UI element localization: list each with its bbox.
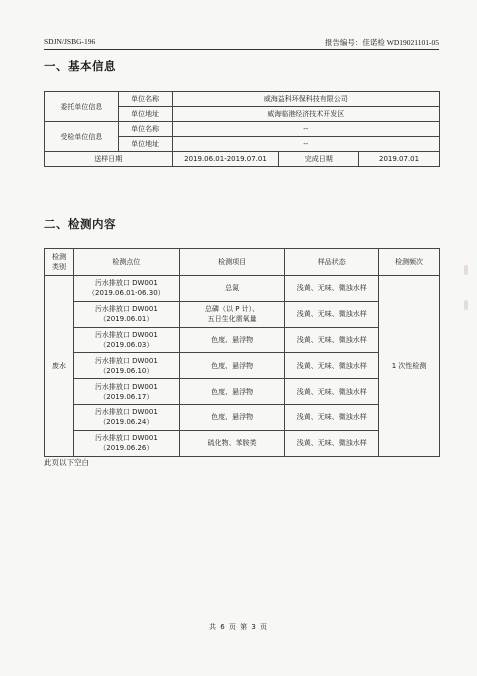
client-addr: 威海临港经济技术开发区: [172, 107, 439, 122]
point-cell: 污水排放口 DW001 （2019.06.01-06.30）: [73, 276, 179, 302]
point-cell: 污水排放口 DW001 （2019.06.10）: [73, 353, 179, 379]
item-cell: 总氮: [179, 276, 285, 302]
inspected-name-label: 单位名称: [118, 122, 172, 137]
item-cell: 硫化物、苯胺类: [179, 430, 285, 456]
state-cell: 浅黄、无味、微浊水样: [285, 404, 379, 430]
item-cell: 色度、悬浮物: [179, 379, 285, 405]
client-info-label: 委托单位信息: [45, 92, 119, 122]
state-cell: 浅黄、无味、微浊水样: [285, 301, 379, 327]
point-cell: 污水排放口 DW001 （2019.06.17）: [73, 379, 179, 405]
item-cell: 总磷（以 P 计）、 五日生化需氧量: [179, 301, 285, 327]
category-cell: 废水: [45, 276, 74, 457]
state-cell: 浅黄、无味、微浊水样: [285, 327, 379, 353]
header-item: 检测项目: [179, 249, 285, 276]
item-cell: 色度、悬浮物: [179, 327, 285, 353]
client-addr-label: 单位地址: [118, 107, 172, 122]
table-row: [45, 276, 440, 302]
inspected-addr: --: [172, 137, 439, 152]
send-date: 2019.06.01-2019.07.01: [172, 152, 279, 167]
client-name-label: 单位名称: [118, 92, 172, 107]
send-date-label: 送样日期: [45, 152, 173, 167]
page-header: [44, 37, 439, 50]
frequency-cell: 1 次性检测: [379, 276, 440, 457]
header-category: 检测 类别: [45, 249, 74, 276]
detection-table: [44, 248, 440, 457]
point-cell: 污水排放口 DW001 （2019.06.24）: [73, 404, 179, 430]
state-cell: 浅黄、无味、微浊水样: [285, 379, 379, 405]
blank-note: 此页以下空白: [44, 458, 89, 467]
header-state: 样品状态: [285, 249, 379, 276]
complete-date-label: 完成日期: [279, 152, 359, 167]
page-footer: 共 6 页 第 3 页: [208, 623, 269, 631]
item-cell: 色度、悬浮物: [179, 404, 285, 430]
state-cell: 浅黄、无味、微浊水样: [285, 276, 379, 302]
report-number: 报告编号：佳诺检 WD19021101-05: [324, 38, 439, 47]
header-point: 检测点位: [73, 249, 179, 276]
section-title-detection: 二、检测内容: [44, 217, 116, 231]
section-title-basic-info: 一、基本信息: [44, 59, 116, 73]
inspected-info-label: 受检单位信息: [45, 122, 119, 152]
header-frequency: 检测频次: [379, 249, 440, 276]
complete-date: 2019.07.01: [359, 152, 440, 167]
item-cell: 色度、悬浮物: [179, 353, 285, 379]
state-cell: 浅黄、无味、微浊水样: [285, 353, 379, 379]
point-cell: 污水排放口 DW001 （2019.06.01）: [73, 301, 179, 327]
point-cell: 污水排放口 DW001 （2019.06.03）: [73, 327, 179, 353]
standard-code: SDJN/JSBG-196: [44, 37, 96, 46]
scan-mark: [464, 265, 468, 275]
inspected-name: --: [172, 122, 439, 137]
scan-mark: [464, 300, 468, 310]
client-name: 威海益科环保科技有限公司: [172, 92, 439, 107]
table-header-row: [45, 249, 440, 276]
point-cell: 污水排放口 DW001 （2019.06.26）: [73, 430, 179, 456]
state-cell: 浅黄、无味、微浊水样: [285, 430, 379, 456]
basic-info-table: [44, 91, 440, 167]
inspected-addr-label: 单位地址: [118, 137, 172, 152]
